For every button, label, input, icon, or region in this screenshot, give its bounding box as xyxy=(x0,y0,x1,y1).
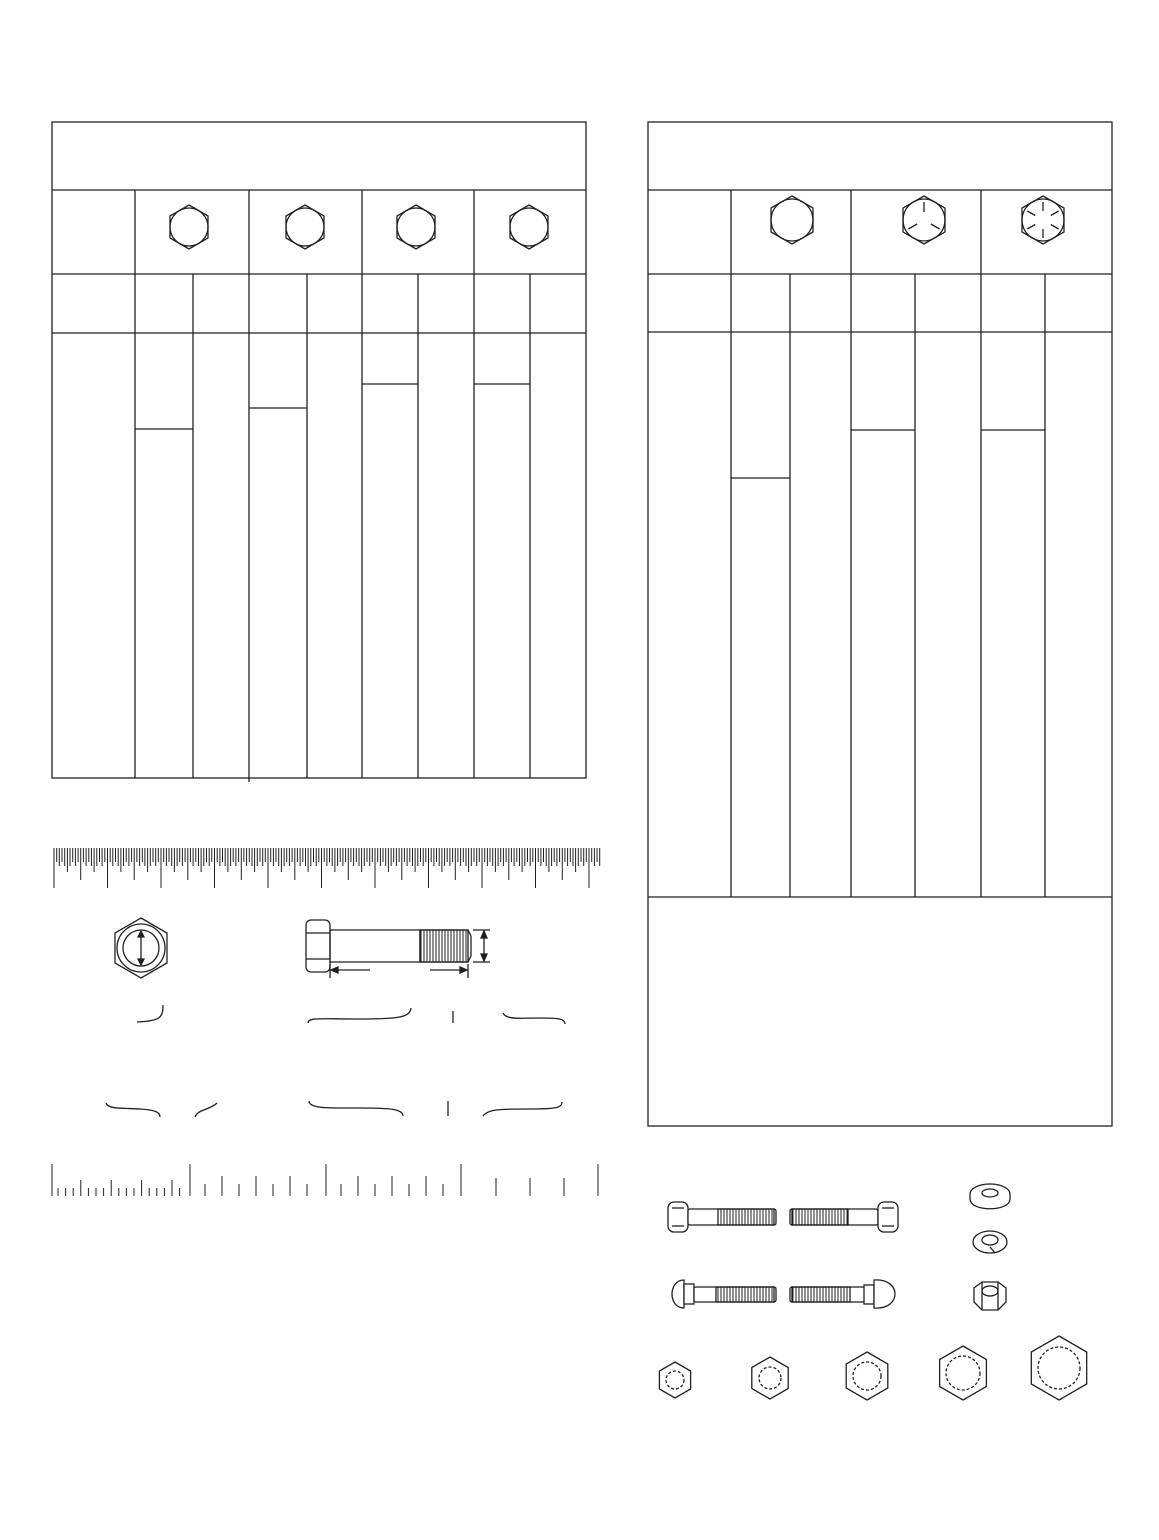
hex-size-icon-5 xyxy=(1031,1336,1086,1400)
hex-bolt-head-icon xyxy=(286,205,324,249)
three-line-hex-bolt-head-icon xyxy=(903,196,945,244)
six-line-hex-bolt-head-icon xyxy=(1022,196,1064,244)
hex-bolt-head-icon xyxy=(771,196,813,244)
hex-bolt-icon xyxy=(668,1202,898,1232)
hex-bolt-head-icon xyxy=(510,205,548,249)
hex-size-icon-2 xyxy=(752,1357,788,1399)
hex-nut-diameter-icon xyxy=(115,918,167,978)
flat-washer-icon xyxy=(970,1184,1010,1209)
lock-washer-icon xyxy=(973,1231,1007,1253)
right-bolt-grade-table xyxy=(648,122,1112,1126)
bolt-dimension-diagram xyxy=(306,920,490,978)
bottom-measuring-ruler xyxy=(52,1164,598,1196)
hex-size-icon-4 xyxy=(940,1346,987,1400)
dimension-braces xyxy=(106,1005,565,1117)
left-bolt-grade-table xyxy=(52,122,586,782)
hex-bolt-head-icon xyxy=(397,205,435,249)
hex-size-icon-1 xyxy=(659,1362,690,1398)
carriage-bolt-icon xyxy=(672,1280,895,1308)
hex-bolt-head-icon xyxy=(170,205,208,249)
top-measuring-ruler xyxy=(54,848,600,888)
hex-size-icon-3 xyxy=(846,1352,888,1400)
hex-nut-icon xyxy=(974,1282,1006,1310)
